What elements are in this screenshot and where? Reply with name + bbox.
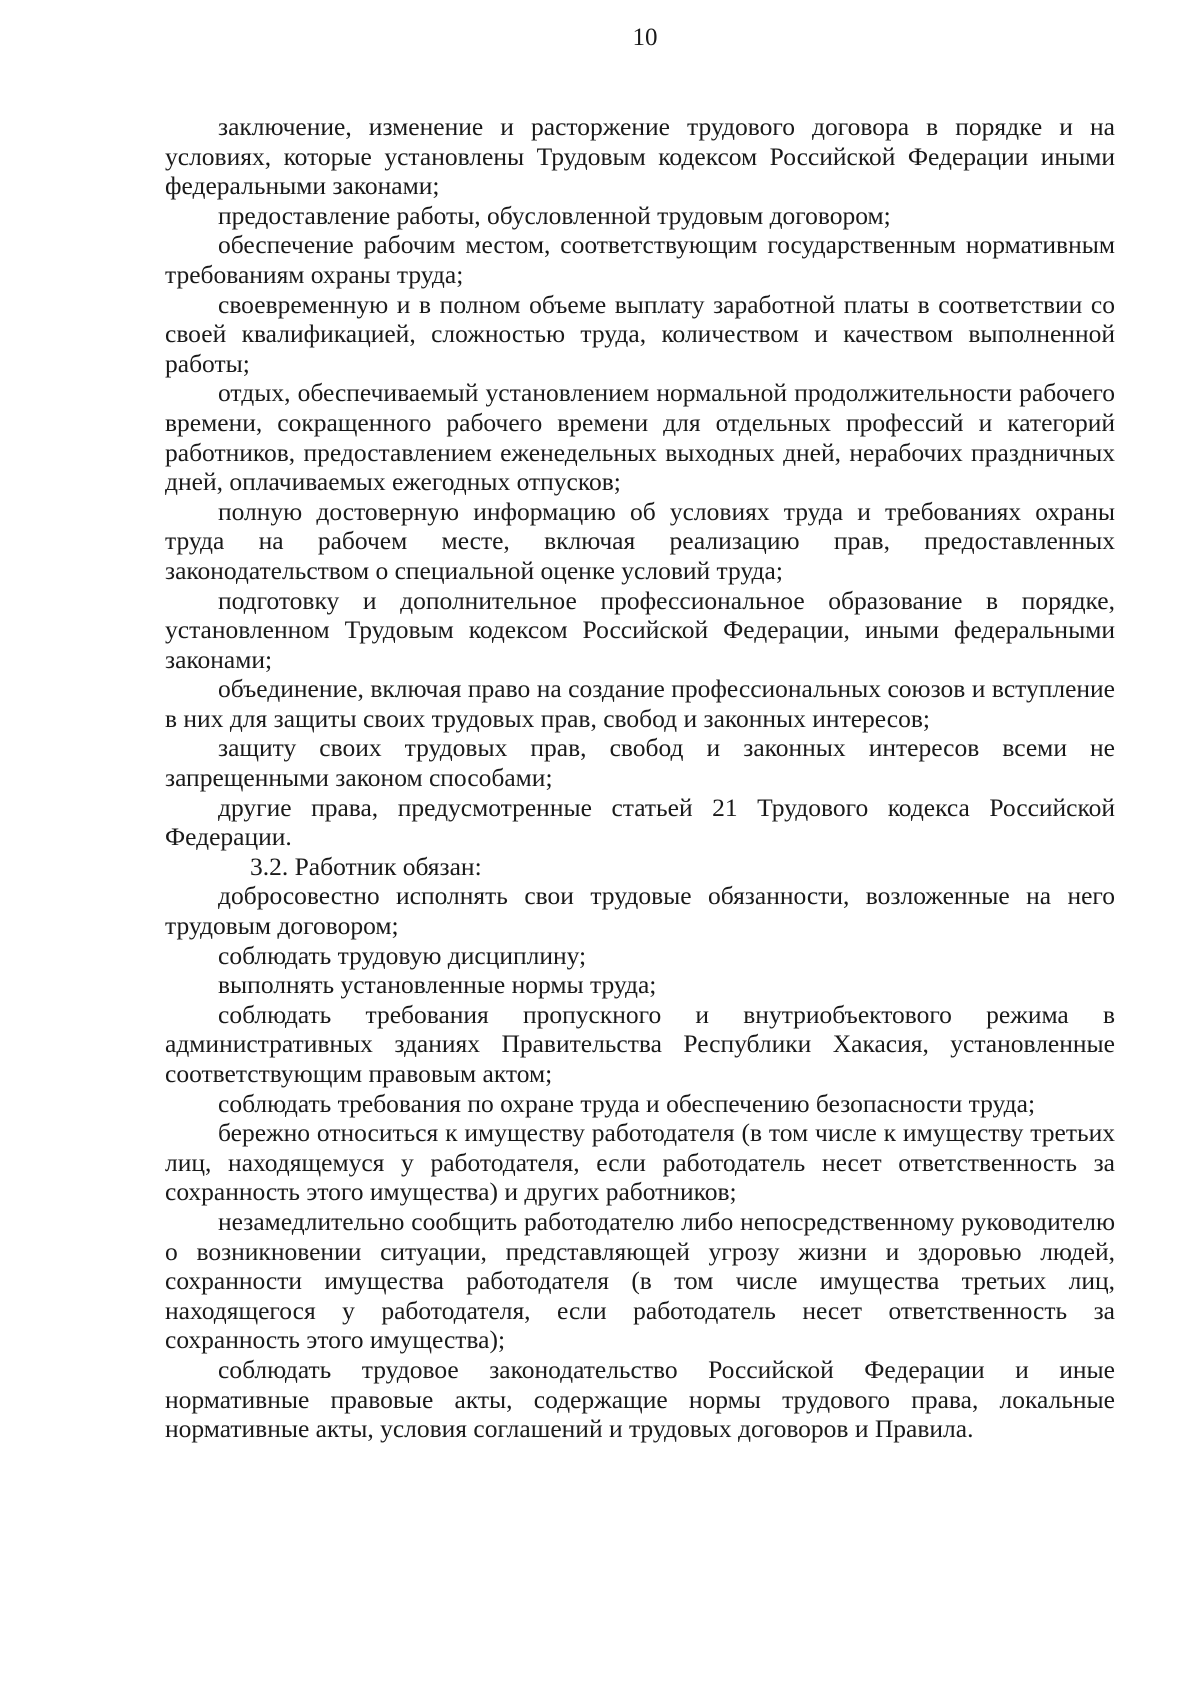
paragraph-employee-right: заключение, изменение и расторжение трудового договора в порядке и на условиях, которые установлены Трудовым кодексом Российской Федерации иными федеральными законами; — [165, 112, 1115, 201]
paragraph-employee-duty: соблюдать требования по охране труда и обеспечению безопасности труда; — [218, 1088, 1036, 1118]
section-heading-3-2: 3.2. Работник обязан: — [250, 851, 482, 881]
paragraph-employee-right: предоставление работы, обусловленной трудовым договором; — [218, 200, 891, 230]
paragraph-employee-right: полную достоверную информацию об условиях труда и требованиях охраны труда на рабочем месте, включая реализацию прав, предоставленных законодательством о специальной оценке условий труда; — [165, 496, 1115, 585]
paragraph-employee-duty: бережно относиться к имуществу работодателя (в том числе к имуществу третьих лиц, находящемуся у работодателя, если работодатель несет ответственность за сохранность этого имущества) и других работников; — [165, 1118, 1115, 1207]
paragraph-employee-right: объединение, включая право на создание профессиональных союзов и вступление в них для защиты своих трудовых прав, свобод и законных интересов; — [165, 674, 1115, 733]
paragraph-employee-right: другие права, предусмотренные статьей 21 Трудового кодекса Российской Федерации. — [165, 792, 1115, 852]
paragraph-employee-right: отдых, обеспечиваемый установлением нормальной продолжительности рабочего времени, сокращенного рабочего времени для отдельных профессий и категорий работников, предоставлением еженедельных выходных дней, нерабочих праздничных дней, оплачиваемых ежегодных отпусков; — [165, 378, 1115, 497]
page-number: 10 — [632, 24, 658, 51]
paragraph-employee-right: своевременную и в полном объеме выплату заработной платы в соответствии со своей квалификацией, сложностью труда, количеством и качеством выполненной работы; — [165, 289, 1115, 378]
paragraph-employee-duty: соблюдать трудовую дисциплину; — [218, 940, 587, 970]
paragraph-employee-right: подготовку и дополнительное профессиональное образование в порядке, установленном Трудовым кодексом Российской Федерации, иными федеральными законами; — [165, 585, 1115, 674]
paragraph-employee-duty: добросовестно исполнять свои трудовые обязанности, возложенные на него трудовым договором; — [165, 881, 1115, 941]
paragraph-employee-duty: выполнять установленные нормы труда; — [218, 970, 657, 1000]
paragraph-employee-right: защиту своих трудовых прав, свобод и законных интересов всеми не запрещенными законом способами; — [165, 733, 1115, 793]
paragraph-employee-duty: незамедлительно сообщить работодателю либо непосредственному руководителю о возникновении ситуации, представляющей угрозу жизни и здоровью людей, сохранности имущества работодателя (в том числе имущества третьих лиц, находящегося у работодателя, если работодатель несет ответственность за сохранность этого имущества); — [165, 1206, 1115, 1355]
paragraph-employee-duty: соблюдать трудовое законодательство Российской Федерации и иные нормативные правовые акты, содержащие нормы трудового права, локальные нормативные акты, условия соглашений и трудовых договоров и Правила. — [165, 1354, 1115, 1444]
paragraph-employee-right: обеспечение рабочим местом, соответствующим государственным нормативным требованиям охраны труда; — [165, 230, 1115, 289]
document-body — [165, 112, 1115, 1444]
paragraph-employee-duty: соблюдать требования пропускного и внутриобъектового режима в административных зданиях Правительства Республики Хакасия, установленные соответствующим правовым актом; — [165, 999, 1115, 1088]
